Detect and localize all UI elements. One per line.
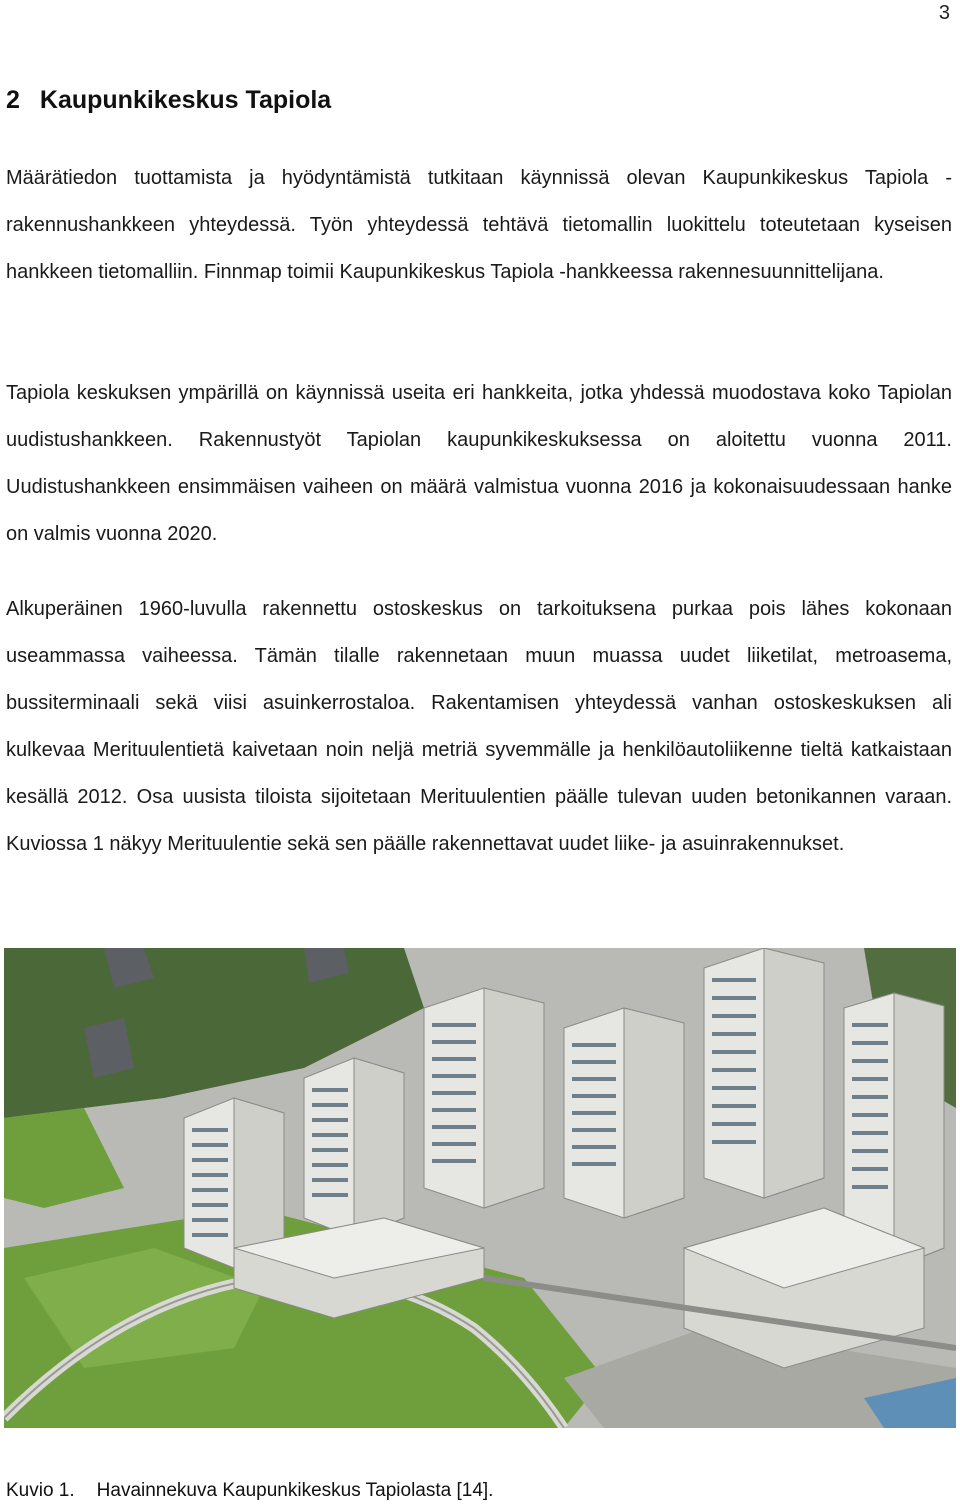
paragraph-3: Alkuperäinen 1960-luvulla rakennettu ostoskeskus on tarkoituksena purkaa pois lähes kokonaan useammassa vaiheessa. Tämän tilalle rakennetaan muun muassa uudet liiketilat, metroasema, bussiterminaali sekä viisi asuinkerrostaloa. Rakentamisen yhteydessä vanhan ostoskeskuksen ali kulkevaa Merituulentietä kaivetaan noin neljä metriä syvemmälle ja henkilöautoliikenne tieltä katkaistaan kesällä 2012. Osa uusista tiloista sijoitetaan Merituulentien päälle tulevan uuden betonikannen varaan. Kuviossa 1 näkyy Merituulentie sekä sen päälle rakennettavat uudet liike- ja asuinrakennukset. [6, 598, 952, 855]
section-title: Kaupunkikeskus Tapiola [39, 86, 332, 114]
paragraph-2: Tapiola keskuksen ympärillä on käynnissä useita eri hankkeita, jotka yhdessä muodostava koko Tapiolan uudistushankkeen. Rakennustyöt Tapiolan kaupunkikeskuksessa on aloitettu vuonna 2011. Uudistushankkeen ensimmäisen vaiheen on määrä valmistua vuonna 2016 ja kokonaisuudessaan hanke on valmis vuonna 2020. [6, 382, 952, 545]
section-heading [6, 86, 331, 115]
city-rendering-illustration [4, 948, 956, 1428]
section-number: 2 [6, 86, 20, 114]
page-number: 3 [938, 2, 950, 24]
figure-label: Kuvio 1. [6, 1480, 75, 1501]
figure-caption-text: Havainnekuva Kaupunkikeskus Tapiolasta [14]. [96, 1480, 494, 1501]
figure-rendering [4, 948, 956, 1428]
figure-caption [6, 1480, 493, 1502]
paragraph-1: Määrätiedon tuottamista ja hyödyntämistä tutkitaan käynnissä olevan Kaupunkikeskus Tapiola -rakennushankkeen yhteydessä. Työn yhteydessä tehtävä tietomallin luokittelu toteutetaan kyseisen hankkeen tietomalliin. Finnmap toimii Kaupunkikeskus Tapiola -hankkeessa rakennesuunnittelijana. [6, 167, 952, 283]
